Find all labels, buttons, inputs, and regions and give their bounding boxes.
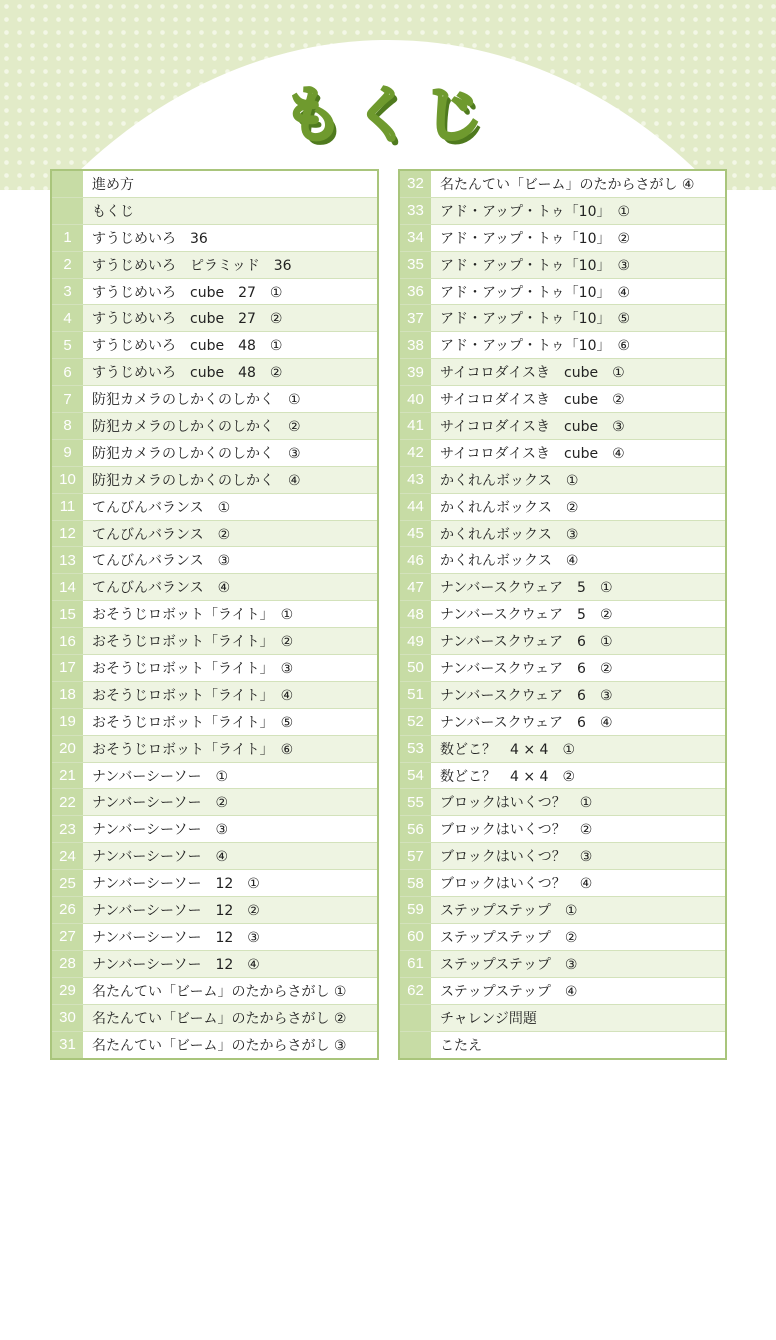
toc-entry-label: ステップステップ ③ bbox=[440, 956, 578, 973]
toc-entry-label: ナンバーシーソー 12 ② bbox=[92, 902, 260, 919]
toc-page-number: 18 bbox=[52, 682, 83, 708]
toc-page-number: 35 bbox=[400, 252, 431, 278]
toc-entry-label: ナンバーシーソー 12 ④ bbox=[92, 956, 260, 973]
toc-row[interactable] bbox=[400, 252, 725, 279]
toc-entry-label: ブロックはいくつ？ ① bbox=[440, 795, 593, 812]
toc-page-number: 2 bbox=[52, 252, 83, 278]
toc-entry-label: かくれんボックス ② bbox=[440, 499, 579, 516]
toc-page-number bbox=[400, 1005, 431, 1031]
toc-row[interactable] bbox=[400, 225, 725, 252]
toc-row[interactable] bbox=[400, 547, 725, 574]
toc-row[interactable] bbox=[400, 897, 725, 924]
toc-entry-label: おそうじロボット「ライト」 ⑤ bbox=[92, 714, 294, 731]
toc-page-number bbox=[52, 171, 83, 197]
toc-row[interactable] bbox=[52, 305, 377, 332]
toc-row[interactable] bbox=[400, 574, 725, 601]
toc-page-number: 10 bbox=[52, 467, 83, 493]
toc-entry-label: サイコロダイスき cube ② bbox=[440, 392, 625, 409]
toc-row[interactable] bbox=[52, 494, 377, 521]
toc-entry-label: サイコロダイスき cube ③ bbox=[440, 418, 625, 435]
toc-entry-label: ステップステップ ④ bbox=[440, 983, 578, 1000]
toc-page-number: 8 bbox=[52, 413, 83, 439]
toc-page-number bbox=[400, 1032, 431, 1059]
toc-row[interactable] bbox=[400, 305, 725, 332]
toc-row[interactable] bbox=[52, 682, 377, 709]
toc-page-number: 26 bbox=[52, 897, 83, 923]
toc-page-number: 31 bbox=[52, 1032, 83, 1059]
toc-entry-label: ナンバーシーソー ④ bbox=[92, 849, 229, 866]
toc-row[interactable] bbox=[400, 789, 725, 816]
toc-entry-label: ナンバーシーソー ③ bbox=[92, 822, 229, 839]
toc-entry-label: てんびんバランス ① bbox=[92, 499, 231, 516]
toc-page-number: 20 bbox=[52, 736, 83, 762]
toc-row[interactable] bbox=[400, 924, 725, 951]
toc-page-number: 16 bbox=[52, 628, 83, 654]
toc-page-number: 49 bbox=[400, 628, 431, 654]
toc-row[interactable] bbox=[52, 279, 377, 306]
toc-row[interactable] bbox=[52, 763, 377, 790]
toc-page-number: 55 bbox=[400, 789, 431, 815]
toc-entry-label: てんびんバランス ③ bbox=[92, 553, 231, 570]
toc-entry-label: ナンバーシーソー ① bbox=[92, 768, 229, 785]
toc-row[interactable] bbox=[52, 521, 377, 548]
toc-row[interactable] bbox=[52, 709, 377, 736]
toc-row[interactable] bbox=[52, 332, 377, 359]
toc-entry-label: チャレンジ問題 bbox=[440, 1010, 537, 1027]
toc-entry-label: おそうじロボット「ライト」 ⑥ bbox=[92, 741, 294, 758]
toc-row[interactable] bbox=[52, 440, 377, 467]
toc-entry-label: ナンバースクウェア 6 ④ bbox=[440, 714, 613, 731]
toc-entry-label: 数どこ？ 4 × 4 ① bbox=[440, 741, 575, 758]
toc-row[interactable] bbox=[52, 789, 377, 816]
toc-row[interactable] bbox=[52, 198, 377, 225]
toc-page-number: 51 bbox=[400, 682, 431, 708]
toc-row[interactable] bbox=[400, 1032, 725, 1059]
toc-page-number: 56 bbox=[400, 816, 431, 842]
toc-entry-label: おそうじロボット「ライト」 ④ bbox=[92, 687, 294, 704]
toc-page-number: 45 bbox=[400, 521, 431, 547]
toc-entry-label: アド・アップ・トゥ「10」 ③ bbox=[440, 257, 631, 274]
toc-page-number: 62 bbox=[400, 978, 431, 1004]
toc-page-number: 23 bbox=[52, 816, 83, 842]
toc-row[interactable] bbox=[52, 601, 377, 628]
toc-entry-label: 防犯カメラのしかくのしかく ① bbox=[92, 392, 301, 409]
toc-entry-label: すうじめいろ 36 bbox=[92, 230, 208, 247]
toc-page-number: 38 bbox=[400, 332, 431, 358]
toc-row[interactable] bbox=[52, 413, 377, 440]
toc-page-number: 33 bbox=[400, 198, 431, 224]
toc-row[interactable] bbox=[400, 198, 725, 225]
toc-entry-label: アド・アップ・トゥ「10」 ⑤ bbox=[440, 311, 631, 328]
toc-row[interactable] bbox=[400, 601, 725, 628]
toc-page-number: 13 bbox=[52, 547, 83, 573]
toc-entry-label: かくれんボックス ③ bbox=[440, 526, 579, 543]
toc-entry-label: おそうじロボット「ライト」 ① bbox=[92, 607, 294, 624]
toc-entry-label: サイコロダイスき cube ① bbox=[440, 365, 625, 382]
page-title: もくじ bbox=[283, 81, 493, 151]
toc-page-number: 34 bbox=[400, 225, 431, 251]
toc-page-number: 43 bbox=[400, 467, 431, 493]
toc-row[interactable] bbox=[400, 628, 725, 655]
toc-page-number: 61 bbox=[400, 951, 431, 977]
toc-entry-label: アド・アップ・トゥ「10」 ② bbox=[440, 230, 631, 247]
toc-page-number: 3 bbox=[52, 279, 83, 305]
toc-row[interactable] bbox=[52, 655, 377, 682]
toc-row[interactable] bbox=[400, 332, 725, 359]
toc-page-number bbox=[52, 198, 83, 224]
toc-entry-label: ナンバーシーソー 12 ① bbox=[92, 876, 260, 893]
toc-row[interactable] bbox=[52, 547, 377, 574]
toc-page-number: 46 bbox=[400, 547, 431, 573]
toc-entry-label: かくれんボックス ① bbox=[440, 472, 579, 489]
toc-row[interactable] bbox=[400, 359, 725, 386]
toc-entry-label: てんびんバランス ④ bbox=[92, 580, 231, 597]
toc-page-number: 21 bbox=[52, 763, 83, 789]
toc-entry-label: 名たんてい「ビーム」のたからさがし ④ bbox=[440, 176, 695, 193]
toc-page-number: 11 bbox=[52, 494, 83, 520]
toc-entry-label: サイコロダイスき cube ④ bbox=[440, 445, 625, 462]
toc-row[interactable] bbox=[52, 386, 377, 413]
toc-page-number: 40 bbox=[400, 386, 431, 412]
toc-page-number: 57 bbox=[400, 843, 431, 869]
toc-row[interactable] bbox=[400, 467, 725, 494]
toc-row[interactable] bbox=[400, 171, 725, 198]
toc-page-number: 28 bbox=[52, 951, 83, 977]
toc-entry-label: ナンバースクウェア 5 ② bbox=[440, 607, 613, 624]
toc-entry-label: 数どこ？ 4 × 4 ② bbox=[440, 768, 575, 785]
toc-entry-label: 防犯カメラのしかくのしかく ② bbox=[92, 418, 301, 435]
toc-entry-label: もくじ bbox=[92, 203, 134, 220]
toc-row[interactable] bbox=[400, 413, 725, 440]
toc-page-number: 30 bbox=[52, 1005, 83, 1031]
toc-entry-label: かくれんボックス ④ bbox=[440, 553, 579, 570]
toc-row[interactable] bbox=[400, 682, 725, 709]
toc-entry-label: 名たんてい「ビーム」のたからさがし ③ bbox=[92, 1037, 347, 1054]
toc-page-number: 42 bbox=[400, 440, 431, 466]
toc-page-number: 50 bbox=[400, 655, 431, 681]
toc-row[interactable] bbox=[52, 225, 377, 252]
toc-column-right bbox=[398, 169, 727, 1060]
toc-row[interactable] bbox=[52, 843, 377, 870]
toc-row[interactable] bbox=[400, 1005, 725, 1032]
toc-row[interactable] bbox=[52, 736, 377, 763]
toc-row[interactable] bbox=[52, 951, 377, 978]
toc-page-number: 48 bbox=[400, 601, 431, 627]
toc-row[interactable] bbox=[52, 1005, 377, 1032]
toc-row[interactable] bbox=[400, 521, 725, 548]
toc-row[interactable] bbox=[52, 359, 377, 386]
toc-entry-label: ステップステップ ① bbox=[440, 902, 578, 919]
toc-row[interactable] bbox=[400, 843, 725, 870]
toc-row[interactable] bbox=[52, 467, 377, 494]
toc-row[interactable] bbox=[52, 870, 377, 897]
toc-row[interactable] bbox=[400, 494, 725, 521]
toc-entry-label: ステップステップ ② bbox=[440, 929, 578, 946]
toc-page-number: 39 bbox=[400, 359, 431, 385]
toc-column-left bbox=[50, 169, 379, 1060]
toc-row[interactable] bbox=[400, 440, 725, 467]
toc-row[interactable] bbox=[400, 386, 725, 413]
toc-page-number: 9 bbox=[52, 440, 83, 466]
toc-row[interactable] bbox=[400, 978, 725, 1005]
toc-row[interactable] bbox=[52, 816, 377, 843]
toc-entry-label: 防犯カメラのしかくのしかく ③ bbox=[92, 445, 301, 462]
toc-entry-label: 防犯カメラのしかくのしかく ④ bbox=[92, 472, 301, 489]
toc-page-number: 14 bbox=[52, 574, 83, 600]
toc-page-number: 24 bbox=[52, 843, 83, 869]
toc-entry-label: ナンバースクウェア 6 ③ bbox=[440, 687, 613, 704]
toc-page-number: 15 bbox=[52, 601, 83, 627]
toc-page-number: 27 bbox=[52, 924, 83, 950]
toc-entry-label: おそうじロボット「ライト」 ③ bbox=[92, 660, 294, 677]
toc-entry-label: すうじめいろ cube 48 ② bbox=[92, 365, 283, 382]
toc-entry-label: ナンバースクウェア 5 ① bbox=[440, 580, 613, 597]
toc-row[interactable] bbox=[52, 252, 377, 279]
toc-page-number: 44 bbox=[400, 494, 431, 520]
toc-row[interactable] bbox=[400, 709, 725, 736]
toc-entry-label: アド・アップ・トゥ「10」 ⑥ bbox=[440, 338, 631, 355]
toc-page-number: 47 bbox=[400, 574, 431, 600]
toc-row[interactable] bbox=[400, 279, 725, 306]
toc-entry-label: ナンバースクウェア 6 ② bbox=[440, 660, 613, 677]
toc-row[interactable] bbox=[52, 897, 377, 924]
toc-page-number: 1 bbox=[52, 225, 83, 251]
toc-entry-label: ナンバースクウェア 6 ① bbox=[440, 634, 613, 651]
toc-page-number: 7 bbox=[52, 386, 83, 412]
toc-page-number: 29 bbox=[52, 978, 83, 1004]
toc-entry-label: アド・アップ・トゥ「10」 ④ bbox=[440, 284, 631, 301]
toc-page-number: 12 bbox=[52, 521, 83, 547]
toc-row[interactable] bbox=[400, 736, 725, 763]
toc-page-number: 5 bbox=[52, 332, 83, 358]
toc-row[interactable] bbox=[52, 574, 377, 601]
toc-entry-label: アド・アップ・トゥ「10」 ① bbox=[440, 203, 631, 220]
toc-entry-label: ナンバーシーソー 12 ③ bbox=[92, 929, 260, 946]
toc-row[interactable] bbox=[400, 951, 725, 978]
toc-entry-label: 名たんてい「ビーム」のたからさがし ① bbox=[92, 983, 347, 1000]
toc-row[interactable] bbox=[52, 924, 377, 951]
toc-row[interactable] bbox=[400, 655, 725, 682]
toc-page-number: 4 bbox=[52, 305, 83, 331]
toc-row[interactable] bbox=[52, 978, 377, 1005]
toc-page-number: 59 bbox=[400, 897, 431, 923]
toc-row[interactable] bbox=[52, 628, 377, 655]
toc-entry-label: すうじめいろ cube 27 ② bbox=[92, 311, 283, 328]
toc-entry-label: ブロックはいくつ？ ③ bbox=[440, 849, 593, 866]
toc-row[interactable] bbox=[400, 816, 725, 843]
toc-entry-label: ナンバーシーソー ② bbox=[92, 795, 229, 812]
toc-page-number: 22 bbox=[52, 789, 83, 815]
toc-entry-label: すうじめいろ cube 48 ① bbox=[92, 338, 283, 355]
toc-entry-label: てんびんバランス ② bbox=[92, 526, 231, 543]
toc-row[interactable] bbox=[400, 763, 725, 790]
toc-page-number: 58 bbox=[400, 870, 431, 896]
toc-page-number: 17 bbox=[52, 655, 83, 681]
toc-entry-label: すうじめいろ cube 27 ① bbox=[92, 284, 283, 301]
toc-entry-label: おそうじロボット「ライト」 ② bbox=[92, 634, 294, 651]
toc-page-number: 32 bbox=[400, 171, 431, 197]
toc-page-number: 60 bbox=[400, 924, 431, 950]
toc-entry-label: こたえ bbox=[440, 1037, 482, 1054]
toc-page-number: 54 bbox=[400, 763, 431, 789]
toc-entry-label: 名たんてい「ビーム」のたからさがし ② bbox=[92, 1010, 347, 1027]
toc-page-number: 37 bbox=[400, 305, 431, 331]
toc-page-number: 36 bbox=[400, 279, 431, 305]
toc-page-number: 41 bbox=[400, 413, 431, 439]
toc-row[interactable] bbox=[52, 1032, 377, 1059]
toc-entry-label: ブロックはいくつ？ ④ bbox=[440, 876, 593, 893]
toc-page-number: 53 bbox=[400, 736, 431, 762]
toc-page-number: 25 bbox=[52, 870, 83, 896]
toc-entry-label: 進め方 bbox=[92, 176, 134, 193]
toc-page-number: 52 bbox=[400, 709, 431, 735]
toc-entry-label: ブロックはいくつ？ ② bbox=[440, 822, 593, 839]
toc-row[interactable] bbox=[400, 870, 725, 897]
toc-page-number: 19 bbox=[52, 709, 83, 735]
toc-page-number: 6 bbox=[52, 359, 83, 385]
toc-entry-label: すうじめいろ ピラミッド 36 bbox=[92, 257, 292, 274]
toc-row[interactable] bbox=[52, 171, 377, 198]
